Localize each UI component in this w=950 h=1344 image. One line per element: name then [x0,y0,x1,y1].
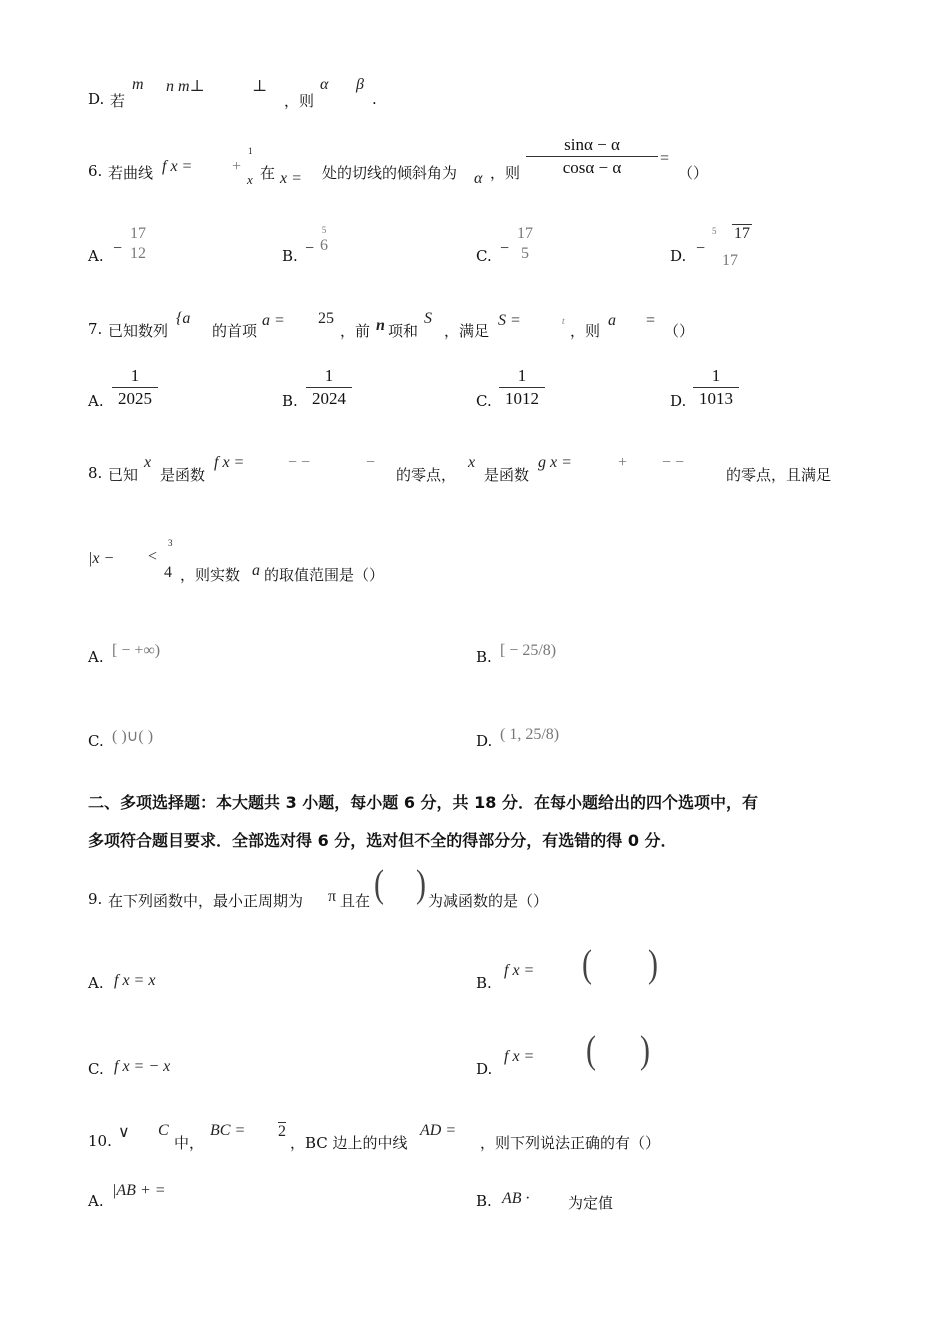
q9-b-content: f x = [504,962,535,979]
q6-b-label: B. [282,247,298,265]
q6-c-den: 5 [521,245,529,262]
q6-alpha: α [474,170,483,187]
q5-d-text-ruo: 若 [110,92,126,110]
q7-b-frac [306,366,352,409]
q7-text-2: 的首项 [212,322,258,340]
q8-text-2: 是函数 [160,466,206,484]
q9-b-label: B. [476,974,492,992]
q8-text-5: 的零点，且满足 [726,466,832,484]
q5-d-m: m [132,76,144,93]
q10-text-1: 中， [174,1134,205,1152]
q6-x-den: x [247,172,253,187]
q7-t-frag: t [562,316,565,326]
q6-a-num: 17 [130,225,146,242]
q6-c-label: C. [476,247,492,265]
q8-number: 8. [88,464,103,482]
q6-plus: + [232,158,242,175]
q7-text-5: ，满足 [444,322,490,340]
q6-main-fraction [526,135,658,178]
q6-text-1: 若曲线 [108,164,154,182]
q7-eq: = [646,312,656,329]
q8-three: 3 [168,538,173,548]
q8-b-label: B. [476,648,492,666]
q9-c-label: C. [88,1060,104,1078]
q8-four: 4 [164,564,172,581]
q5-d-text-ze: ，则 [284,92,315,110]
q6-eq: = [660,150,670,167]
q7-d-num: 1 [693,366,739,388]
q8-d-content: ( 1, 25/8) [500,726,560,743]
q8-d-label: D. [476,732,493,750]
q7-S: S [424,310,432,327]
q7-number: 7. [88,320,103,338]
q8-a-content: [ − +∞) [112,642,161,659]
q6-one: 1 [248,146,253,156]
q9-number: 9. [88,890,103,908]
q6-d-num: 5 [712,226,717,236]
q6-f-x: f x = [162,158,193,175]
q7-n: n [376,317,385,334]
q8-c-content: ( )∪( ) [112,728,154,745]
q5-d-perp: ⊥ [252,78,268,95]
q6-a-frac [124,225,152,263]
q8-a-label: A. [88,648,104,666]
q7-d-frac [693,366,739,409]
q7-paren: （） [664,322,695,340]
q6-b-den: 6 [320,237,328,254]
q7-val-25: 25 [318,310,334,327]
q7-b-num: 1 [306,366,352,388]
q9-c-content: f x = − x [114,1058,171,1075]
q9-b-left-paren: ( [582,942,592,986]
q7-a-eq: a = [262,312,285,329]
q10-b-content: AB · [502,1190,530,1207]
q8-text-6: ，则实数 [180,566,241,584]
q9-d-content: f x = [504,1048,535,1065]
q5-d-nm-perp: n m⊥ [166,78,205,95]
q6-b-sign: − [305,240,315,257]
q7-a-end: a [608,312,616,329]
q7-c-frac [499,366,545,409]
q7-d-den: 1013 [699,389,733,408]
q10-b-tail: 为定值 [568,1194,614,1212]
q8-x2: x [468,454,476,471]
q8-abs-x: |x − [88,550,115,567]
q7-text-3: ，前 [340,322,371,340]
q9-d-label: D. [476,1060,493,1078]
section-2-line-2: 多项符合题目要求．全部选对得 6 分，选对但不全的得部分分，有选错的得 0 分． [88,831,677,850]
q7-a-num: 1 [112,366,158,388]
q6-text-4: ，则 [490,164,521,182]
q6-a-den: 12 [130,245,146,262]
q6-b-num: 5 [321,225,327,235]
q8-g-x: g x = [538,454,572,471]
q9-text-2: 且在 [340,892,371,910]
q6-a-label: A. [88,247,104,265]
q9-d-right-paren: ) [640,1028,650,1072]
q8-a: a [252,562,260,579]
q6-frac-num: sinα − α [526,135,658,157]
q7-S-eq: S = [498,312,521,329]
q8-text-7: 的取值范围是（） [264,566,385,584]
q7-a-label: A. [88,392,104,410]
q6-c-num: 17 [517,225,533,242]
q8-text-4: 是函数 [484,466,530,484]
q8-minus-frag-3: − − [662,454,685,471]
q9-interval-left-paren: ( [374,862,384,906]
q8-c-label: C. [88,732,104,750]
section-2-line-1: 二、多项选择题：本大题共 3 小题，每小题 6 分，共 18 分．在每小题给出的四个选项中，有 [88,793,758,812]
q8-minus-frag: − − [288,454,311,471]
q10-C: C [158,1122,169,1139]
q7-b-label: B. [282,392,298,410]
q10-ad-eq: AD = [420,1122,457,1139]
q10-number: 10. [88,1132,112,1150]
q8-plus-frag: + [618,454,628,471]
q10-text-3: ，则下列说法正确的有（） [480,1134,661,1152]
q7-c-num: 1 [499,366,545,388]
q9-text-3: 为减函数的是（） [428,892,549,910]
q8-text-1: 已知 [108,466,139,484]
q10-b-label: B. [476,1192,492,1210]
q7-c-label: C. [476,392,492,410]
q8-f-x: f x = [214,454,245,471]
q6-d-label: D. [670,247,687,265]
q9-pi: π [328,888,337,905]
q6-d-sign: − [696,240,706,257]
q8-text-3: 的零点， [396,466,457,484]
q6-c-frac [512,225,538,263]
q9-a-content: f x = x [114,972,156,989]
q7-d-label: D. [670,392,687,410]
q6-x-eq: x = [280,170,302,187]
q9-interval-right-paren: ) [416,862,426,906]
q6-text-3: 处的切线的倾斜角为 [322,164,458,182]
q9-a-label: A. [88,974,104,992]
q5-d-alpha: α [320,76,329,93]
q6-b-frac [314,225,334,255]
q7-a-den: 2025 [118,389,152,408]
q9-b-right-paren: ) [648,942,658,986]
q6-text-2: 在 [260,164,276,182]
q7-text-6: ，则 [570,322,601,340]
q6-a-sign: − [113,240,123,257]
q8-b-content: [ − 25/8) [500,642,557,659]
q6-paren: （） [678,164,709,182]
q9-text-1: 在下列函数中，最小正周期为 [108,892,304,910]
q5-d-label: D. [88,90,105,108]
q5-d-beta: β [356,76,364,93]
q6-d-den: 17 [722,252,738,269]
q10-a-label: A. [88,1192,104,1210]
q8-x1: x [144,454,152,471]
q6-frac-den: cosα − α [562,158,622,177]
q10-text-2: ，BC 边上的中线 [290,1134,408,1152]
q10-triangle: ∨ [118,1124,130,1141]
q6-c-sign: − [500,240,510,257]
q8-minus-frag-2: − [366,454,376,471]
q8-lt: < [148,548,158,565]
q6-number: 6. [88,162,103,180]
q7-text-1: 已知数列 [108,322,169,340]
q7-c-den: 1012 [505,389,539,408]
q10-two: 2 [278,1123,286,1140]
q7-a-frac [112,366,158,409]
q7-text-4: 项和 [388,322,419,340]
q10-a-content: |AB + = [112,1182,166,1199]
q7-brace-a: {a [176,310,191,327]
q10-bc-eq: BC = [210,1122,246,1139]
q5-d-period: . [372,90,377,108]
q9-d-left-paren: ( [586,1028,596,1072]
q7-b-den: 2024 [312,389,346,408]
q6-d-sqrt: 17 [734,225,750,242]
